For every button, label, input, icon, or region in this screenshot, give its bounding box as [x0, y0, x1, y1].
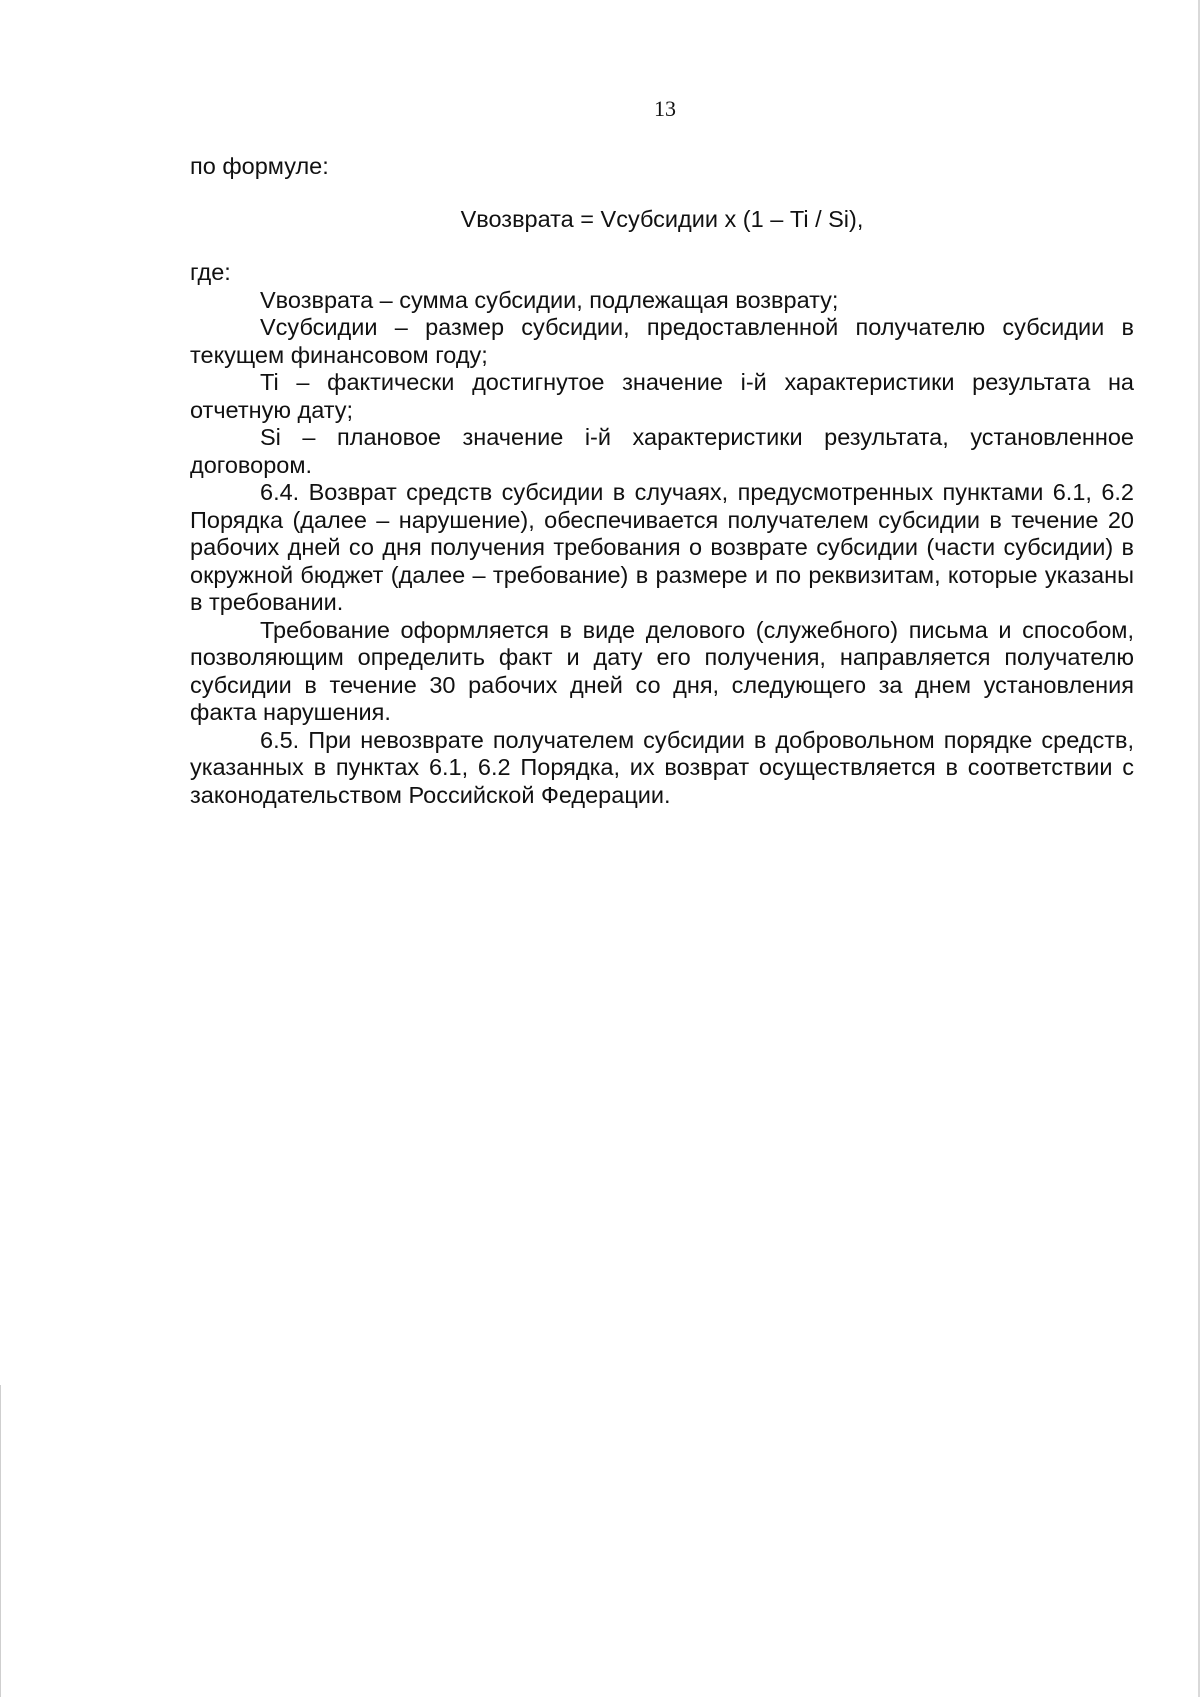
- definitions-heading: где:: [190, 259, 231, 285]
- paragraph-requirement: Требование оформляется в виде делового (служебного) письма и способом, позволяющим определить факт и дату его получения, направляется получателю субсидии в течение 30 рабочих дней со дня, следующего за днем установления факта нарушения.: [190, 616, 1134, 725]
- definition-si: Si – плановое значение i-й характеристики результата, установленное договором.: [190, 424, 1134, 478]
- paragraph-6-4: 6.4. Возврат средств субсидии в случаях, предусмотренных пунктами 6.1, 6.2 Порядка (далее – нарушение), обеспечивается получателем субсидии в течение 20 рабочих дней со дня получения требования о возврате субсидии (части субсидии) в окружной бюджет (далее – требование) в размере и по реквизитам, которые указаны в требовании.: [190, 479, 1134, 615]
- scan-left-edge-mark: [0, 1385, 1, 1697]
- definition-v-subsidy: Vсубсидии – размер субсидии, предоставленной получателю субсидии в текущем финансовом году;: [190, 314, 1134, 368]
- definition-v-return: Vвозврата – сумма субсидии, подлежащая возврату;: [260, 286, 839, 313]
- page-number: 13: [654, 96, 676, 121]
- formula-intro: по формуле:: [190, 153, 329, 179]
- definition-ti: Ti – фактически достигнутое значение i-й характеристики результата на отчетную дату;: [190, 369, 1134, 423]
- paragraph-6-5: 6.5. При невозврате получателем субсидии в добровольном порядке средств, указанных в пунктах 6.1, 6.2 Порядка, их возврат осуществляется в соответствии с законодательством Российской Федерации.: [190, 726, 1134, 808]
- document-body: [190, 153, 1134, 809]
- return-formula: Vвозврата = Vсубсидии х (1 – Ti / Si),: [460, 205, 864, 232]
